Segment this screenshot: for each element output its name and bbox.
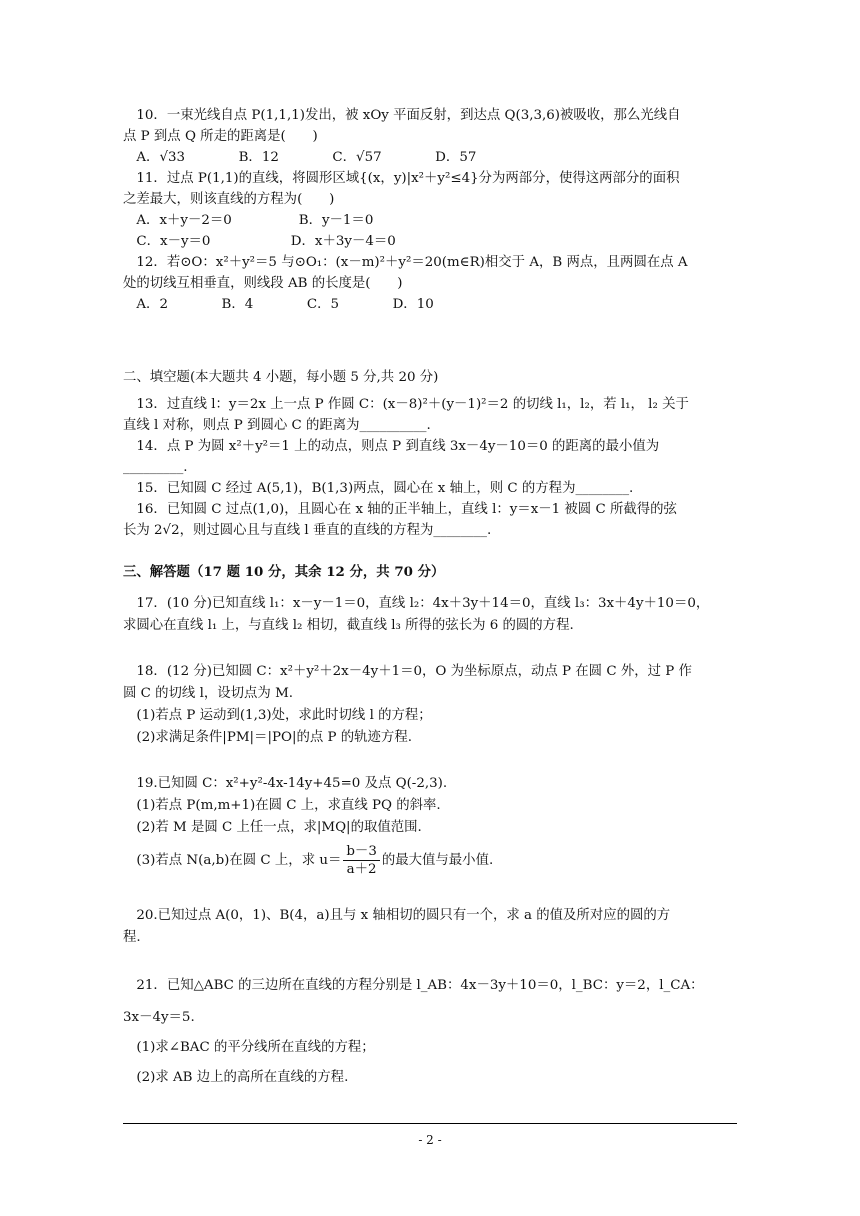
q20-line-2: 程. <box>123 930 141 945</box>
q19-part-3 <box>123 843 493 878</box>
u-fraction <box>343 843 379 878</box>
section-3-heading: 三、解答题（17 题 10 分，其余 12 分，共 70 分） <box>123 564 445 580</box>
page-number: - 2 - <box>418 1133 442 1147</box>
q12-options: A．2 B．4 C．5 D．10 <box>123 297 434 312</box>
q19-part-3-prefix: (3)若点 N(a,b)在圆 C 上，求 u＝ <box>123 853 342 868</box>
q19-part-3-suffix: 的最大值与最小值. <box>381 853 494 868</box>
fraction-denominator: a＋2 <box>346 862 377 877</box>
q21-line-2: 3x－4y＝5. <box>123 1010 195 1025</box>
q10-line-1: 10．一束光线自点 P(1,1,1)发出，被 xOy 平面反射，到达点 Q(3,3,6)被吸收，那么光线自 <box>123 108 681 123</box>
q19-line-1: 19.已知圆 C：x²+y²-4x-14y+45=0 及点 Q(-2,3). <box>123 776 448 791</box>
q12-line-2: 处的切线互相垂直，则线段 AB 的长度是( ) <box>123 276 403 291</box>
q19-part-1: (1)若点 P(m,m+1)在圆 C 上，求直线 PQ 的斜率. <box>123 798 441 813</box>
q16-line-2: 长为 2√2，则过圆心且与直线 l 垂直的直线的方程为________. <box>123 523 492 538</box>
q18-line-1: 18．(12 分)已知圆 C：x²＋y²＋2x－4y＋1＝0，O 为坐标原点，动点 P 在圆 C 外，过 P 作 <box>123 664 692 679</box>
q13-line-2: 直线 l 对称，则点 P 到圆心 C 的距离为__________. <box>123 418 431 433</box>
q12-line-1: 12．若⊙O：x²＋y²＝5 与⊙O₁：(x－m)²＋y²＝20(m∈R)相交于 A，B 两点，且两圆在点 A <box>123 255 688 270</box>
q21-part-1: (1)求∠BAC 的平分线所在直线的方程； <box>123 1040 375 1055</box>
q13-line-1: 13．过直线 l：y＝2x 上一点 P 作圆 C：(x－8)²＋(y－1)²＝2 的切线 l₁，l₂，若 l₁， l₂ 关于 <box>123 397 689 412</box>
q11-options-ab: A．x＋y－2＝0 B．y－1＝0 <box>123 213 374 228</box>
q18-line-2: 圆 C 的切线 l，设切点为 M. <box>123 686 294 701</box>
q21-line-1: 21．已知△ABC 的三边所在直线的方程分别是 l_AB：4x－3y＋10＝0，l_BC：y＝2，l_CA： <box>123 978 704 993</box>
q16-line-1: 16．已知圆 C 过点(1,0)，且圆心在 x 轴的正半轴上，直线 l：y＝x－1 被圆 C 所截得的弦 <box>123 502 677 517</box>
q11-options-cd: C．x－y＝0 D．x＋3y－4＝0 <box>123 234 396 249</box>
q17-line-2: 求圆心在直线 l₁ 上，与直线 l₂ 相切，截直线 l₃ 所得的弦长为 6 的圆的方程. <box>123 618 574 633</box>
q18-part-1: (1)若点 P 运动到(1,3)处，求此时切线 l 的方程； <box>123 708 432 723</box>
fraction-numerator: b－3 <box>343 843 379 861</box>
q17-line-1: 17．(10 分)已知直线 l₁：x－y－1＝0，直线 l₂：4x＋3y＋14＝0，直线 l₃：3x＋4y＋10＝0， <box>123 596 710 611</box>
q14-line-2: _________. <box>123 460 188 475</box>
q15-line: 15．已知圆 C 经过 A(5,1)，B(1,3)两点，圆心在 x 轴上，则 C 的方程为________. <box>123 481 634 496</box>
q21-part-2: (2)求 AB 边上的高所在直线的方程. <box>123 1070 349 1085</box>
q19-part-2: (2)若 M 是圆 C 上任一点，求|MQ|的取值范围. <box>123 820 422 835</box>
q11-line-1: 11．过点 P(1,1)的直线，将圆形区域{(x，y)|x²＋y²≤4}分为两部分，使得这两部分的面积 <box>123 171 680 186</box>
q20-line-1: 20.已知过点 A(0，1)、B(4，a)且与 x 轴相切的圆只有一个，求 a 的值及所对应的圆的方 <box>123 908 671 923</box>
q10-options: A．√33 B．12 C．√57 D．57 <box>123 150 477 165</box>
q11-line-2: 之差最大，则该直线的方程为( ) <box>123 192 335 207</box>
section-2-heading: 二、填空题(本大题共 4 小题，每小题 5 分,共 20 分) <box>123 370 439 385</box>
q14-line-1: 14．点 P 为圆 x²＋y²＝1 上的动点，则点 P 到直线 3x－4y－10＝0 的距离的最小值为 <box>123 439 660 454</box>
q18-part-2: (2)求满足条件|PM|＝|PO|的点 P 的轨迹方程. <box>123 730 412 745</box>
q10-line-2: 点 P 到点 Q 所走的距离是( ) <box>123 129 318 144</box>
footer-divider <box>123 1123 737 1124</box>
